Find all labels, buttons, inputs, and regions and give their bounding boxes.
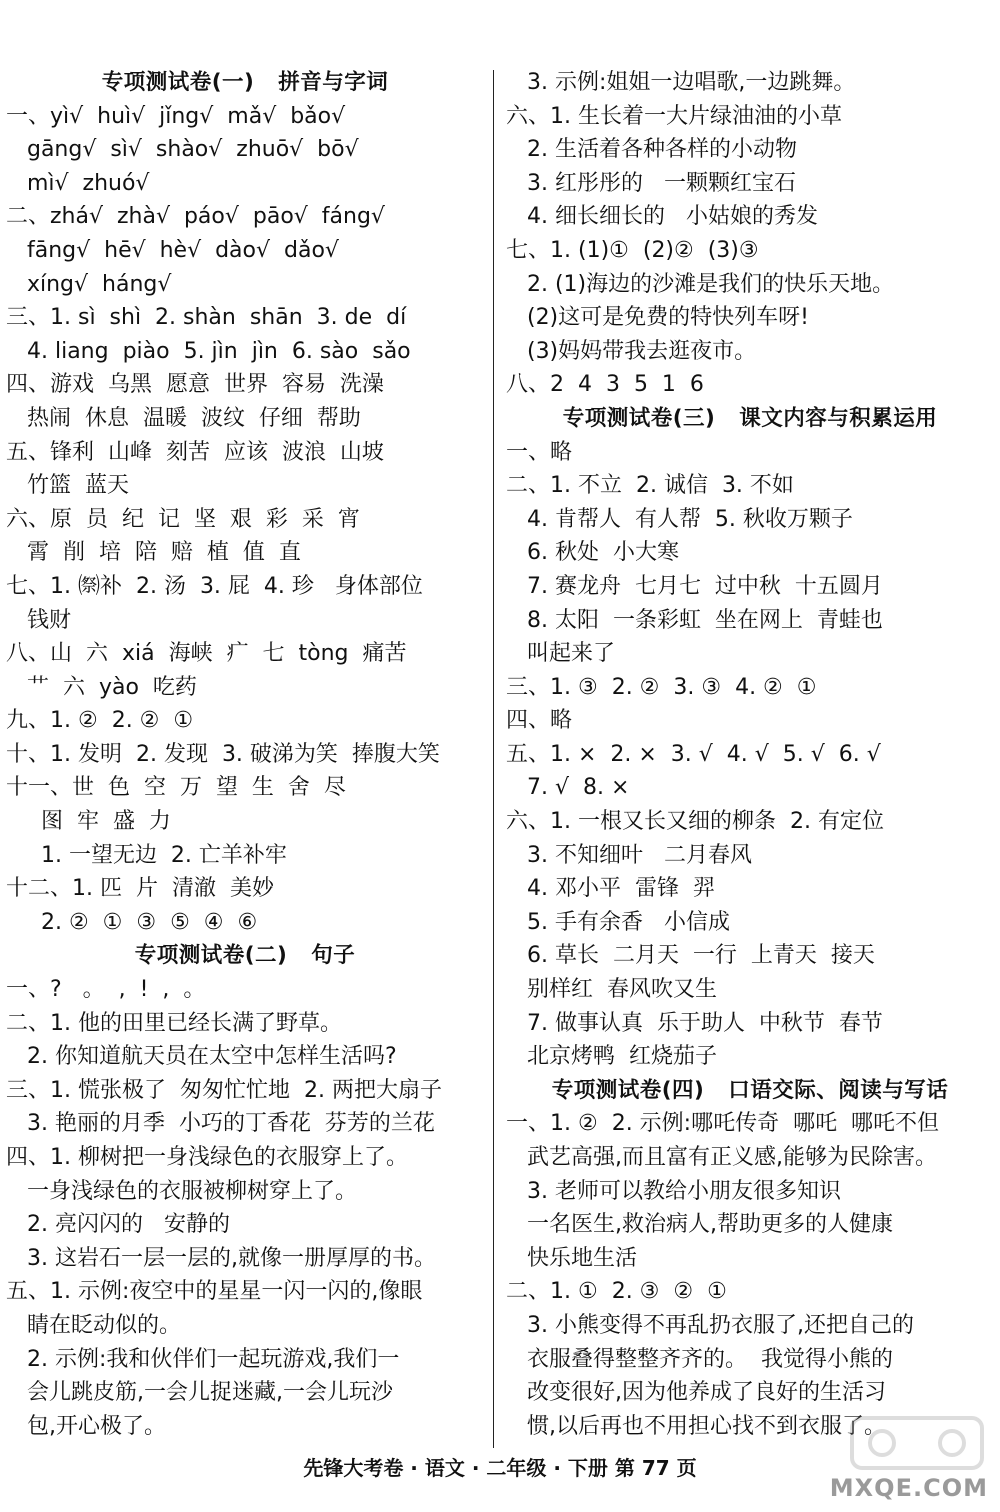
answer-line: 二、1. ① 2. ③ ② ① bbox=[506, 1279, 727, 1305]
answer-line: 八、2 4 3 5 1 6 bbox=[506, 372, 704, 398]
answer-line: 3. 老师可以教给小朋友很多知识 bbox=[506, 1178, 841, 1204]
answer-line: 五、锋利 山峰 刻苦 应该 波浪 山坡 bbox=[6, 439, 384, 465]
answer-line: 七、1. (1)① (2)② (3)③ bbox=[506, 237, 759, 263]
answer-line: 六、原 员 纪 记 坚 艰 彩 采 宵 bbox=[6, 506, 360, 532]
answer-line: 1. 一望无边 2. 亡羊补牢 bbox=[6, 842, 287, 868]
answer-line: (2)这可是免费的特快列车呀! bbox=[506, 305, 809, 331]
answer-line: 4. 肯帮人 有人帮 5. 秋收万颗子 bbox=[506, 506, 853, 532]
answer-line: 三、1. 慌张极了 匆匆忙忙地 2. 两把大扇子 bbox=[6, 1077, 442, 1103]
column-divider bbox=[493, 70, 494, 1448]
answer-line: 图 牢 盛 力 bbox=[6, 809, 171, 835]
answer-line: 2. 生活着各种各样的小动物 bbox=[506, 137, 797, 163]
answer-line: 七、1. ㉀补 2. 汤 3. 屁 4. 珍 身体部位 bbox=[6, 573, 423, 599]
answer-line: 4. 细长细长的 小姑娘的秀发 bbox=[506, 204, 818, 230]
answer-line: 五、1. × 2. × 3. √ 4. √ 5. √ 6. √ bbox=[506, 741, 881, 767]
answer-line: 霄 削 培 陪 赔 植 值 直 bbox=[6, 540, 301, 566]
answer-line: 2. 示例:我和伙伴们一起玩游戏,我们一 bbox=[6, 1346, 400, 1372]
answer-line: 一身浅绿色的衣服被柳树穿上了。 bbox=[6, 1178, 357, 1204]
answer-line: 2. 亮闪闪的 安静的 bbox=[6, 1212, 230, 1238]
right-column bbox=[506, 66, 994, 1443]
answer-line: 五、1. 示例:夜空中的星星一闪一闪的,像眼 bbox=[6, 1279, 423, 1305]
answer-line: 别样红 春风吹又生 bbox=[506, 977, 717, 1003]
answer-line: mì√ zhuó√ bbox=[6, 170, 150, 196]
answer-line: 3. 艳丽的月季 小巧的丁香花 芬芳的兰花 bbox=[6, 1111, 435, 1137]
answer-line: xíng√ háng√ bbox=[6, 271, 172, 297]
answer-line: 8. 太阳 一条彩虹 坐在网上 青蛙也 bbox=[506, 607, 883, 633]
answer-line: 3. 不知细叶 二月春风 bbox=[506, 842, 752, 868]
answer-line: 会儿跳皮筋,一会儿捉迷藏,一会儿玩沙 bbox=[6, 1380, 393, 1406]
section-title: 专项测试卷(三) 课文内容与积累运用 bbox=[562, 405, 938, 431]
answer-line: 2. ② ① ③ ⑤ ④ ⑥ bbox=[6, 909, 258, 935]
section-title: 专项测试卷(一) 拼音与字词 bbox=[101, 70, 389, 95]
answer-line: 二、1. 他的田里已经长满了野草。 bbox=[6, 1010, 342, 1036]
answer-line: 2. (1)海边的沙滩是我们的快乐天地。 bbox=[506, 271, 895, 297]
answer-line: (3)妈妈带我去逛夜市。 bbox=[506, 338, 757, 364]
answer-line: gāng√ sì√ shào√ zhuō√ bō√ bbox=[6, 137, 359, 163]
answer-line: 7. 做事认真 乐于助人 中秋节 春节 bbox=[506, 1010, 883, 1036]
answer-line: 六、1. 生长着一大片绿油油的小草 bbox=[506, 103, 842, 129]
answer-line: 艹 六 yào 吃药 bbox=[6, 674, 197, 700]
section-title: 专项测试卷(四) 口语交际、阅读与写话 bbox=[551, 1077, 949, 1103]
answer-line: 7. √ 8. × bbox=[506, 775, 630, 801]
answer-line: 改变很好,因为他养成了良好的生活习 bbox=[506, 1380, 886, 1406]
answer-line: 四、游戏 乌黑 愿意 世界 容易 洗澡 bbox=[6, 372, 384, 398]
answer-line: 一名医生,救治病人,帮助更多的人健康 bbox=[506, 1212, 893, 1238]
answer-line: 4. liang piào 5. jìn jìn 6. sào sǎo bbox=[6, 338, 411, 364]
answer-line: 钱财 bbox=[6, 607, 71, 633]
answer-line: 4. 邓小平 雷锋 羿 bbox=[506, 876, 715, 902]
answer-line: 二、zhá√ zhà√ páo√ pāo√ fáng√ bbox=[6, 204, 385, 230]
answer-line: 二、1. 不立 2. 诚信 3. 不如 bbox=[506, 473, 794, 499]
answer-line: 一、略 bbox=[506, 439, 573, 465]
answer-line: 北京烤鸭 红烧茄子 bbox=[506, 1044, 717, 1070]
answer-line: 包,开心极了。 bbox=[6, 1413, 166, 1439]
answer-line: 十一、世 色 空 万 望 生 舍 尽 bbox=[6, 775, 346, 801]
answer-line: 十、1. 发明 2. 发现 3. 破涕为笑 捧腹大笑 bbox=[6, 741, 440, 767]
answer-line: 叫起来了 bbox=[506, 641, 615, 667]
answer-line: 5. 手有余香 小信成 bbox=[506, 909, 730, 935]
page-footer: 先锋大考卷 · 语文 · 二年级 · 下册 第 77 页 bbox=[303, 1456, 697, 1480]
answer-line: 一、? 。 , ! , 。 bbox=[6, 977, 206, 1003]
answer-line: 3. 示例:姐姐一边唱歌,一边跳舞。 bbox=[506, 70, 856, 95]
left-column bbox=[6, 66, 484, 1443]
answer-line: 3. 这岩石一层一层的,就像一册厚厚的书。 bbox=[6, 1245, 436, 1271]
answer-line: 6. 秋处 小大寒 bbox=[506, 540, 679, 566]
answer-line: 3. 小熊变得不再乱扔衣服了,还把自己的 bbox=[506, 1312, 914, 1338]
answer-line: 六、1. 一根又长又细的柳条 2. 有定位 bbox=[506, 809, 884, 835]
answer-line: 四、略 bbox=[506, 708, 573, 734]
answer-line: 3. 红彤彤的 一颗颗红宝石 bbox=[506, 170, 796, 196]
answer-line: fāng√ hē√ hè√ dào√ dǎo√ bbox=[6, 237, 339, 263]
answer-line: 竹篮 蓝天 bbox=[6, 473, 129, 499]
section-title: 专项测试卷(二) 句子 bbox=[134, 943, 356, 969]
answer-line: 热闹 休息 温暖 波纹 仔细 帮助 bbox=[6, 405, 361, 431]
answer-line: 一、yì√ huì√ jǐng√ mǎ√ bǎo√ bbox=[6, 103, 346, 129]
answer-line: 惯,以后再也不用担心找不到衣服了。 bbox=[506, 1413, 886, 1439]
answer-line: 快乐地生活 bbox=[506, 1245, 637, 1271]
answer-line: 九、1. ② 2. ② ① bbox=[6, 708, 194, 734]
answer-line: 2. 你知道航天员在太空中怎样生活吗? bbox=[6, 1044, 397, 1070]
watermark-text: MXQE.COM bbox=[829, 1474, 988, 1502]
answer-line: 6. 草长 二月天 一行 上青天 接天 bbox=[506, 943, 875, 969]
answer-line: 三、1. ③ 2. ② 3. ③ 4. ② ① bbox=[506, 674, 817, 700]
answer-line: 睛在眨动似的。 bbox=[6, 1312, 181, 1338]
answer-line: 八、山 六 xiá 海峡 疒 七 tòng 痛苦 bbox=[6, 641, 407, 667]
answer-line: 7. 赛龙舟 七月七 过中秋 十五圆月 bbox=[506, 573, 883, 599]
answer-line: 三、1. sì shì 2. shàn shān 3. de dí bbox=[6, 305, 407, 331]
answer-line: 武艺高强,而且富有正义感,能够为民除害。 bbox=[506, 1145, 937, 1170]
answer-line: 四、1. 柳树把一身浅绿色的衣服穿上了。 bbox=[6, 1145, 408, 1170]
answer-line: 衣服叠得整整齐齐的。 我觉得小熊的 bbox=[506, 1346, 893, 1372]
answer-line: 十二、1. 匹 片 清澈 美妙 bbox=[6, 876, 274, 902]
answer-line: 一、1. ② 2. 示例:哪吒传奇 哪吒 哪吒不但 bbox=[506, 1111, 940, 1137]
